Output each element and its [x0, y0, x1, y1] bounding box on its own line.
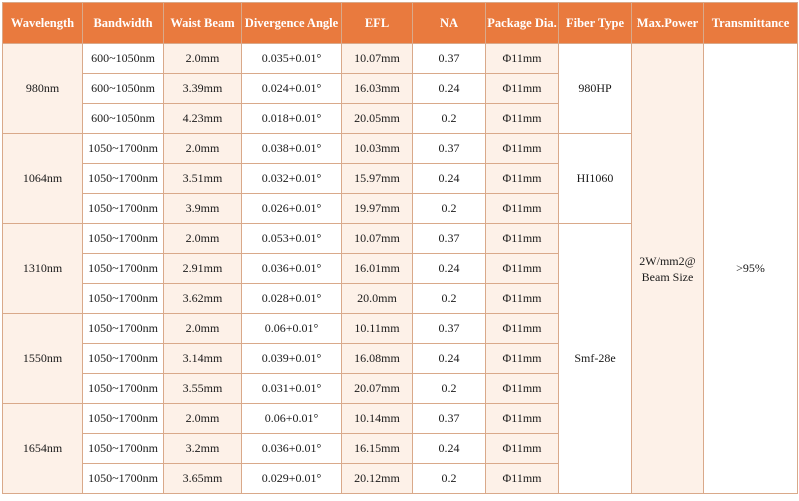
package-cell: Φ11mm [486, 194, 559, 224]
package-cell: Φ11mm [486, 44, 559, 74]
divergence-cell: 0.039+0.01° [242, 344, 342, 374]
bandwidth-cell: 1050~1700nm [83, 224, 164, 254]
bandwidth-cell: 1050~1700nm [83, 464, 164, 494]
spec-table [2, 2, 798, 494]
package-cell: Φ11mm [486, 434, 559, 464]
waist-cell: 2.0mm [164, 134, 242, 164]
divergence-cell: 0.028+0.01° [242, 284, 342, 314]
header-package-dia: Package Dia. [486, 3, 559, 44]
na-cell: 0.2 [413, 464, 486, 494]
na-cell: 0.24 [413, 434, 486, 464]
na-cell: 0.37 [413, 224, 486, 254]
efl-cell: 20.12mm [342, 464, 413, 494]
na-cell: 0.24 [413, 164, 486, 194]
waist-cell: 3.62mm [164, 284, 242, 314]
divergence-cell: 0.024+0.01° [242, 74, 342, 104]
waist-cell: 2.0mm [164, 44, 242, 74]
divergence-cell: 0.026+0.01° [242, 194, 342, 224]
na-cell: 0.37 [413, 44, 486, 74]
na-cell: 0.24 [413, 344, 486, 374]
efl-cell: 16.08mm [342, 344, 413, 374]
na-cell: 0.24 [413, 74, 486, 104]
efl-cell: 10.11mm [342, 314, 413, 344]
max-power-cell: 2W/mm2@ Beam Size [632, 44, 704, 494]
na-cell: 0.37 [413, 314, 486, 344]
waist-cell: 3.39mm [164, 74, 242, 104]
na-cell: 0.24 [413, 254, 486, 284]
efl-cell: 10.07mm [342, 224, 413, 254]
header-wavelength: Wavelength [3, 3, 83, 44]
efl-cell: 16.03mm [342, 74, 413, 104]
wavelength-cell: 980nm [3, 44, 83, 134]
waist-cell: 4.23mm [164, 104, 242, 134]
waist-cell: 3.9mm [164, 194, 242, 224]
bandwidth-cell: 600~1050nm [83, 44, 164, 74]
wavelength-cell: 1310nm [3, 224, 83, 314]
efl-cell: 16.15mm [342, 434, 413, 464]
bandwidth-cell: 1050~1700nm [83, 284, 164, 314]
waist-cell: 2.0mm [164, 224, 242, 254]
efl-cell: 20.0mm [342, 284, 413, 314]
waist-cell: 3.55mm [164, 374, 242, 404]
efl-cell: 10.03mm [342, 134, 413, 164]
divergence-cell: 0.031+0.01° [242, 374, 342, 404]
header-waist-beam: Waist Beam [164, 3, 242, 44]
header-divergence-angle: Divergence Angle [242, 3, 342, 44]
package-cell: Φ11mm [486, 164, 559, 194]
waist-cell: 2.0mm [164, 314, 242, 344]
efl-cell: 15.97mm [342, 164, 413, 194]
efl-cell: 10.14mm [342, 404, 413, 434]
bandwidth-cell: 600~1050nm [83, 74, 164, 104]
header-efl: EFL [342, 3, 413, 44]
header-max-power: Max.Power [632, 3, 704, 44]
package-cell: Φ11mm [486, 104, 559, 134]
bandwidth-cell: 1050~1700nm [83, 194, 164, 224]
header-row [3, 3, 798, 44]
package-cell: Φ11mm [486, 344, 559, 374]
na-cell: 0.37 [413, 134, 486, 164]
wavelength-cell: 1064nm [3, 134, 83, 224]
package-cell: Φ11mm [486, 224, 559, 254]
divergence-cell: 0.038+0.01° [242, 134, 342, 164]
header-bandwidth: Bandwidth [83, 3, 164, 44]
divergence-cell: 0.035+0.01° [242, 44, 342, 74]
divergence-cell: 0.029+0.01° [242, 464, 342, 494]
header-fiber-type: Fiber Type [559, 3, 632, 44]
fiber-type-cell: Smf-28e [559, 224, 632, 494]
bandwidth-cell: 1050~1700nm [83, 134, 164, 164]
header-transmittance: Transmittance [704, 3, 798, 44]
divergence-cell: 0.032+0.01° [242, 164, 342, 194]
bandwidth-cell: 600~1050nm [83, 104, 164, 134]
bandwidth-cell: 1050~1700nm [83, 404, 164, 434]
fiber-type-cell: 980HP [559, 44, 632, 134]
waist-cell: 3.14mm [164, 344, 242, 374]
na-cell: 0.2 [413, 104, 486, 134]
divergence-cell: 0.06+0.01° [242, 404, 342, 434]
bandwidth-cell: 1050~1700nm [83, 314, 164, 344]
na-cell: 0.2 [413, 374, 486, 404]
divergence-cell: 0.018+0.01° [242, 104, 342, 134]
package-cell: Φ11mm [486, 404, 559, 434]
table-row [3, 44, 798, 74]
bandwidth-cell: 1050~1700nm [83, 374, 164, 404]
efl-cell: 19.97mm [342, 194, 413, 224]
bandwidth-cell: 1050~1700nm [83, 164, 164, 194]
na-cell: 0.2 [413, 284, 486, 314]
package-cell: Φ11mm [486, 284, 559, 314]
na-cell: 0.37 [413, 404, 486, 434]
package-cell: Φ11mm [486, 74, 559, 104]
efl-cell: 10.07mm [342, 44, 413, 74]
header-na: NA [413, 3, 486, 44]
package-cell: Φ11mm [486, 254, 559, 284]
divergence-cell: 0.036+0.01° [242, 254, 342, 284]
package-cell: Φ11mm [486, 464, 559, 494]
package-cell: Φ11mm [486, 374, 559, 404]
waist-cell: 2.91mm [164, 254, 242, 284]
waist-cell: 3.2mm [164, 434, 242, 464]
wavelength-cell: 1654nm [3, 404, 83, 494]
waist-cell: 3.51mm [164, 164, 242, 194]
efl-cell: 20.07mm [342, 374, 413, 404]
divergence-cell: 0.036+0.01° [242, 434, 342, 464]
package-cell: Φ11mm [486, 314, 559, 344]
na-cell: 0.2 [413, 194, 486, 224]
waist-cell: 3.65mm [164, 464, 242, 494]
bandwidth-cell: 1050~1700nm [83, 434, 164, 464]
package-cell: Φ11mm [486, 134, 559, 164]
waist-cell: 2.0mm [164, 404, 242, 434]
divergence-cell: 0.053+0.01° [242, 224, 342, 254]
fiber-type-cell: HI1060 [559, 134, 632, 224]
efl-cell: 20.05mm [342, 104, 413, 134]
bandwidth-cell: 1050~1700nm [83, 254, 164, 284]
divergence-cell: 0.06+0.01° [242, 314, 342, 344]
bandwidth-cell: 1050~1700nm [83, 344, 164, 374]
efl-cell: 16.01mm [342, 254, 413, 284]
transmittance-cell: >95% [704, 44, 798, 494]
wavelength-cell: 1550nm [3, 314, 83, 404]
